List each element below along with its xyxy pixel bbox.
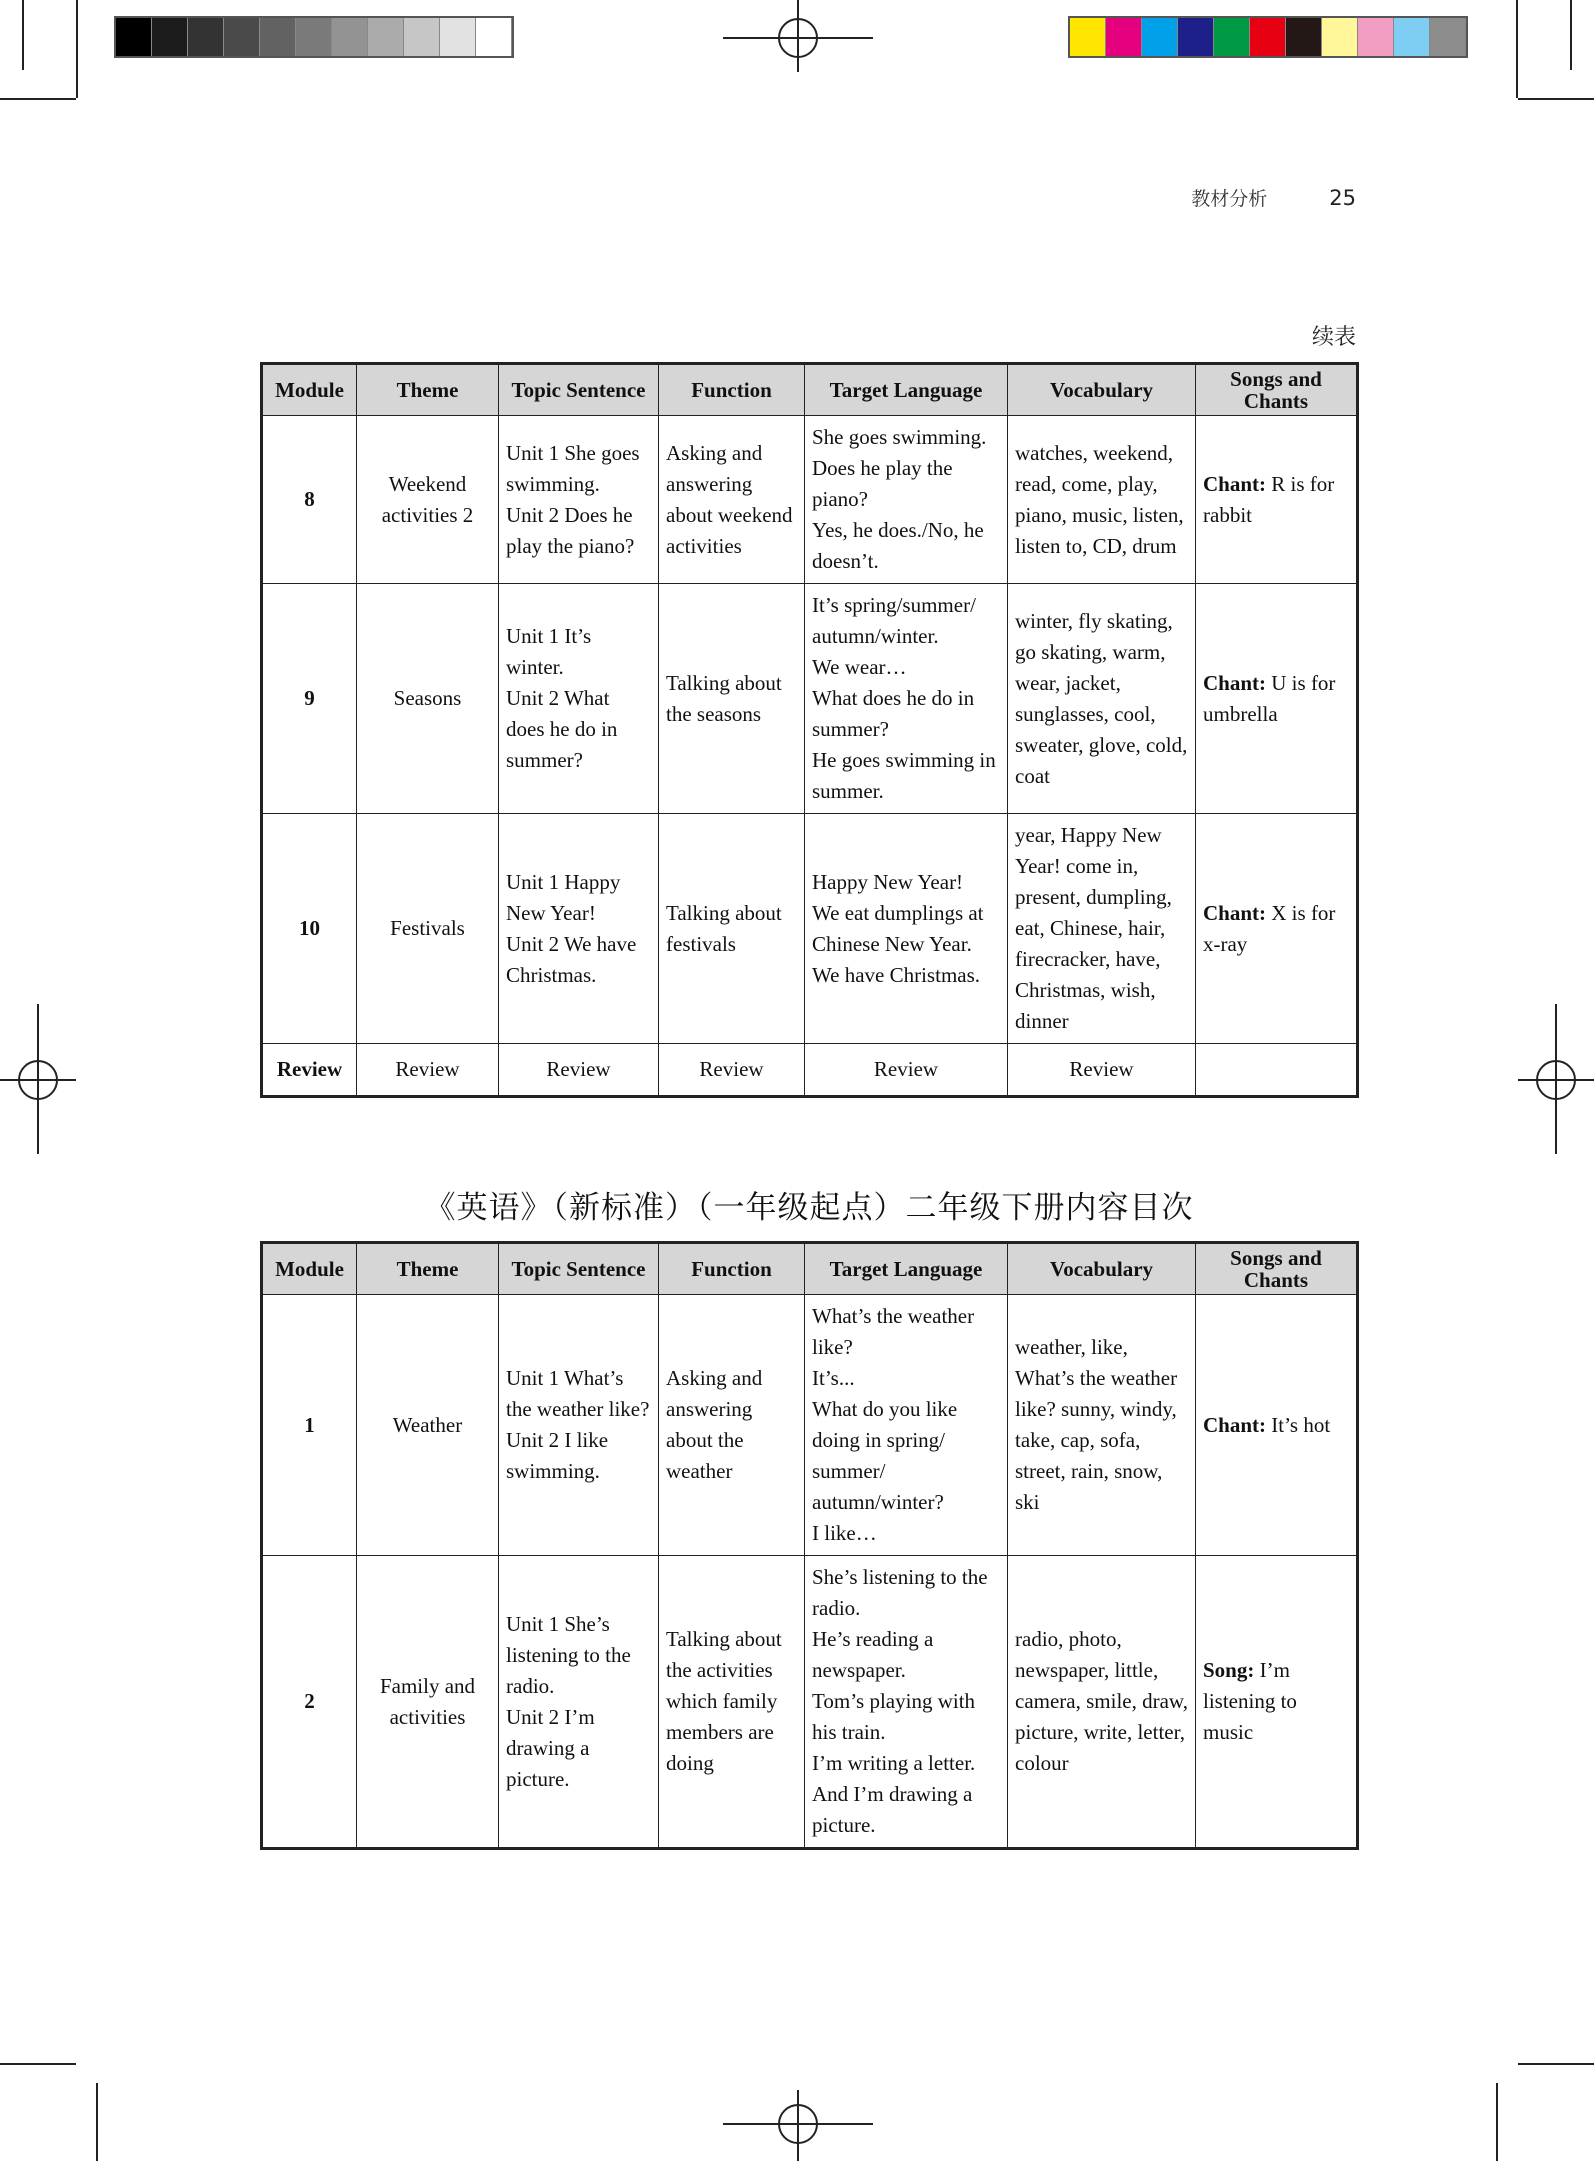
col-header-module: Module [263, 365, 357, 416]
color-swatch [440, 18, 476, 56]
color-swatch [1214, 18, 1250, 56]
color-swatch [1142, 18, 1178, 56]
song-title: X is for x-ray [1203, 900, 1341, 956]
vocabulary-cell: watches, weekend, read, come, play, piano, music, listen, listen to, CD, drum [1008, 416, 1196, 584]
table-row [263, 584, 1357, 814]
continued-label: 续表 [1311, 325, 1356, 350]
songs-chants-cell [1196, 416, 1357, 584]
col-header-topic: Topic Sentence [499, 1244, 659, 1295]
page-number: 25 [1329, 186, 1356, 210]
theme-cell: Weather [357, 1295, 499, 1556]
crop-mark [96, 2083, 98, 2161]
col-header-vocab: Vocabulary [1008, 365, 1196, 416]
color-swatch [1394, 18, 1430, 56]
color-swatch [1430, 18, 1466, 56]
color-swatch [1070, 18, 1106, 56]
songs-chants-cell [1196, 1295, 1357, 1556]
songs-chants-cell [1196, 584, 1357, 814]
table-header-row [263, 1244, 1357, 1295]
vocabulary-cell: winter, fly skating, go skating, warm, wear, jacket, sunglasses, cool, sweater, glove, cold, coat [1008, 584, 1196, 814]
module-cell: 9 [263, 584, 357, 814]
table-row [263, 1044, 1357, 1096]
col-header-theme: Theme [357, 1244, 499, 1295]
table-row [263, 814, 1357, 1044]
color-swatch [152, 18, 188, 56]
song-type-label: Song: [1203, 1658, 1255, 1682]
table-row [263, 1556, 1357, 1848]
topic-sentence-cell: Review [499, 1044, 659, 1096]
song-type-label: Chant: [1203, 471, 1267, 496]
crop-mark [22, 0, 24, 70]
crop-mark [0, 2063, 76, 2065]
col-header-songs: Songs and Chants [1196, 1244, 1357, 1295]
color-swatch [332, 18, 368, 56]
function-cell: Talking about the activities which family members are doing [659, 1556, 805, 1848]
function-cell: Talking about the seasons [659, 584, 805, 814]
module-cell: 8 [263, 416, 357, 584]
module-cell: 1 [263, 1295, 357, 1556]
topic-sentence-cell: Unit 1 She’s listening to the radio. Unit 2 I’m drawing a picture. [499, 1556, 659, 1848]
color-swatch [1286, 18, 1322, 56]
color-swatch [1322, 18, 1358, 56]
songs-chants-cell [1196, 814, 1357, 1044]
module-cell: 10 [263, 814, 357, 1044]
function-cell: Review [659, 1044, 805, 1096]
target-language-cell: She goes swimming. Does he play the piano? Yes, he does./No, he doesn’t. [805, 416, 1008, 584]
target-language-cell: Review [805, 1044, 1008, 1096]
theme-cell: Weekend activities 2 [357, 416, 499, 584]
col-header-target: Target Language [805, 365, 1008, 416]
grayscale-bar [114, 16, 514, 58]
module-table-continued [262, 364, 1357, 1096]
vocabulary-cell: Review [1008, 1044, 1196, 1096]
theme-cell: Family and activities [357, 1556, 499, 1848]
book-title: 《英语》（新标准）（一年级起点）二年级下册内容目次 [424, 1190, 1194, 1226]
topic-sentence-cell: Unit 1 She goes swimming. Unit 2 Does he play the piano? [499, 416, 659, 584]
col-header-module: Module [263, 1244, 357, 1295]
color-swatch [1358, 18, 1394, 56]
song-title: It’s hot [1266, 1412, 1331, 1437]
running-header [1191, 184, 1356, 211]
table-header-row [263, 365, 1357, 416]
col-header-topic: Topic Sentence [499, 365, 659, 416]
songs-chants-cell [1196, 1044, 1357, 1096]
section-name: 教材分析 [1191, 188, 1268, 210]
crop-mark [1516, 0, 1518, 98]
song-type-label: Chant: [1203, 1412, 1267, 1437]
module-cell: 2 [263, 1556, 357, 1848]
color-swatch [1106, 18, 1142, 56]
topic-sentence-cell: Unit 1 Happy New Year! Unit 2 We have Christmas. [499, 814, 659, 1044]
col-header-function: Function [659, 365, 805, 416]
song-type-label: Chant: [1203, 900, 1267, 925]
vocabulary-cell: year, Happy New Year! come in, present, dumpling, eat, Chinese, hair, firecracker, have, Christmas, wish, dinner [1008, 814, 1196, 1044]
table-row [263, 416, 1357, 584]
color-swatch [1178, 18, 1214, 56]
crop-mark [76, 0, 78, 98]
song-type-label: Chant: [1203, 670, 1267, 695]
target-language-cell: It’s spring/summer/ autumn/winter. We wear… What does he do in summer? He goes swimming in summer. [805, 584, 1008, 814]
target-language-cell: Happy New Year! We eat dumplings at Chinese New Year. We have Christmas. [805, 814, 1008, 1044]
theme-cell: Seasons [357, 584, 499, 814]
color-swatch [368, 18, 404, 56]
color-bar [1068, 16, 1468, 58]
color-swatch [404, 18, 440, 56]
module-table-grade2 [262, 1243, 1357, 1848]
target-language-cell: What’s the weather like? It’s... What do you like doing in spring/ summer/ autumn/winter? I like… [805, 1295, 1008, 1556]
songs-chants-cell [1196, 1556, 1357, 1848]
table-row [263, 1295, 1357, 1556]
col-header-function: Function [659, 1244, 805, 1295]
crop-mark [1496, 2083, 1498, 2161]
song-title: I’m listening to music [1203, 1658, 1303, 1744]
col-header-songs: Songs and Chants [1196, 365, 1357, 416]
col-header-theme: Theme [357, 365, 499, 416]
module-cell: Review [263, 1044, 357, 1096]
vocabulary-cell: weather, like, What’s the weather like? sunny, windy, take, cap, sofa, street, rain, snow, ski [1008, 1295, 1196, 1556]
target-language-cell: She’s listening to the radio. He’s reading a newspaper. Tom’s playing with his train. I’m writing a letter. And I’m drawing a picture. [805, 1556, 1008, 1848]
crop-mark [0, 98, 76, 100]
crop-mark [1518, 2063, 1594, 2065]
function-cell: Talking about festivals [659, 814, 805, 1044]
color-swatch [476, 18, 512, 56]
color-swatch [224, 18, 260, 56]
theme-cell: Festivals [357, 814, 499, 1044]
color-swatch [188, 18, 224, 56]
topic-sentence-cell: Unit 1 What’s the weather like? Unit 2 I like swimming. [499, 1295, 659, 1556]
col-header-target: Target Language [805, 1244, 1008, 1295]
color-swatch [296, 18, 332, 56]
crop-mark [1570, 0, 1572, 70]
theme-cell: Review [357, 1044, 499, 1096]
color-swatch [260, 18, 296, 56]
col-header-vocab: Vocabulary [1008, 1244, 1196, 1295]
crop-mark [1518, 98, 1594, 100]
song-title: R is for rabbit [1203, 471, 1340, 527]
color-swatch [116, 18, 152, 56]
topic-sentence-cell: Unit 1 It’s winter. Unit 2 What does he do in summer? [499, 584, 659, 814]
color-swatch [1250, 18, 1286, 56]
function-cell: Asking and answering about weekend activities [659, 416, 805, 584]
song-title: U is for umbrella [1203, 670, 1341, 726]
vocabulary-cell: radio, photo, newspaper, little, camera, smile, draw, picture, write, letter, colour [1008, 1556, 1196, 1848]
function-cell: Asking and answering about the weather [659, 1295, 805, 1556]
